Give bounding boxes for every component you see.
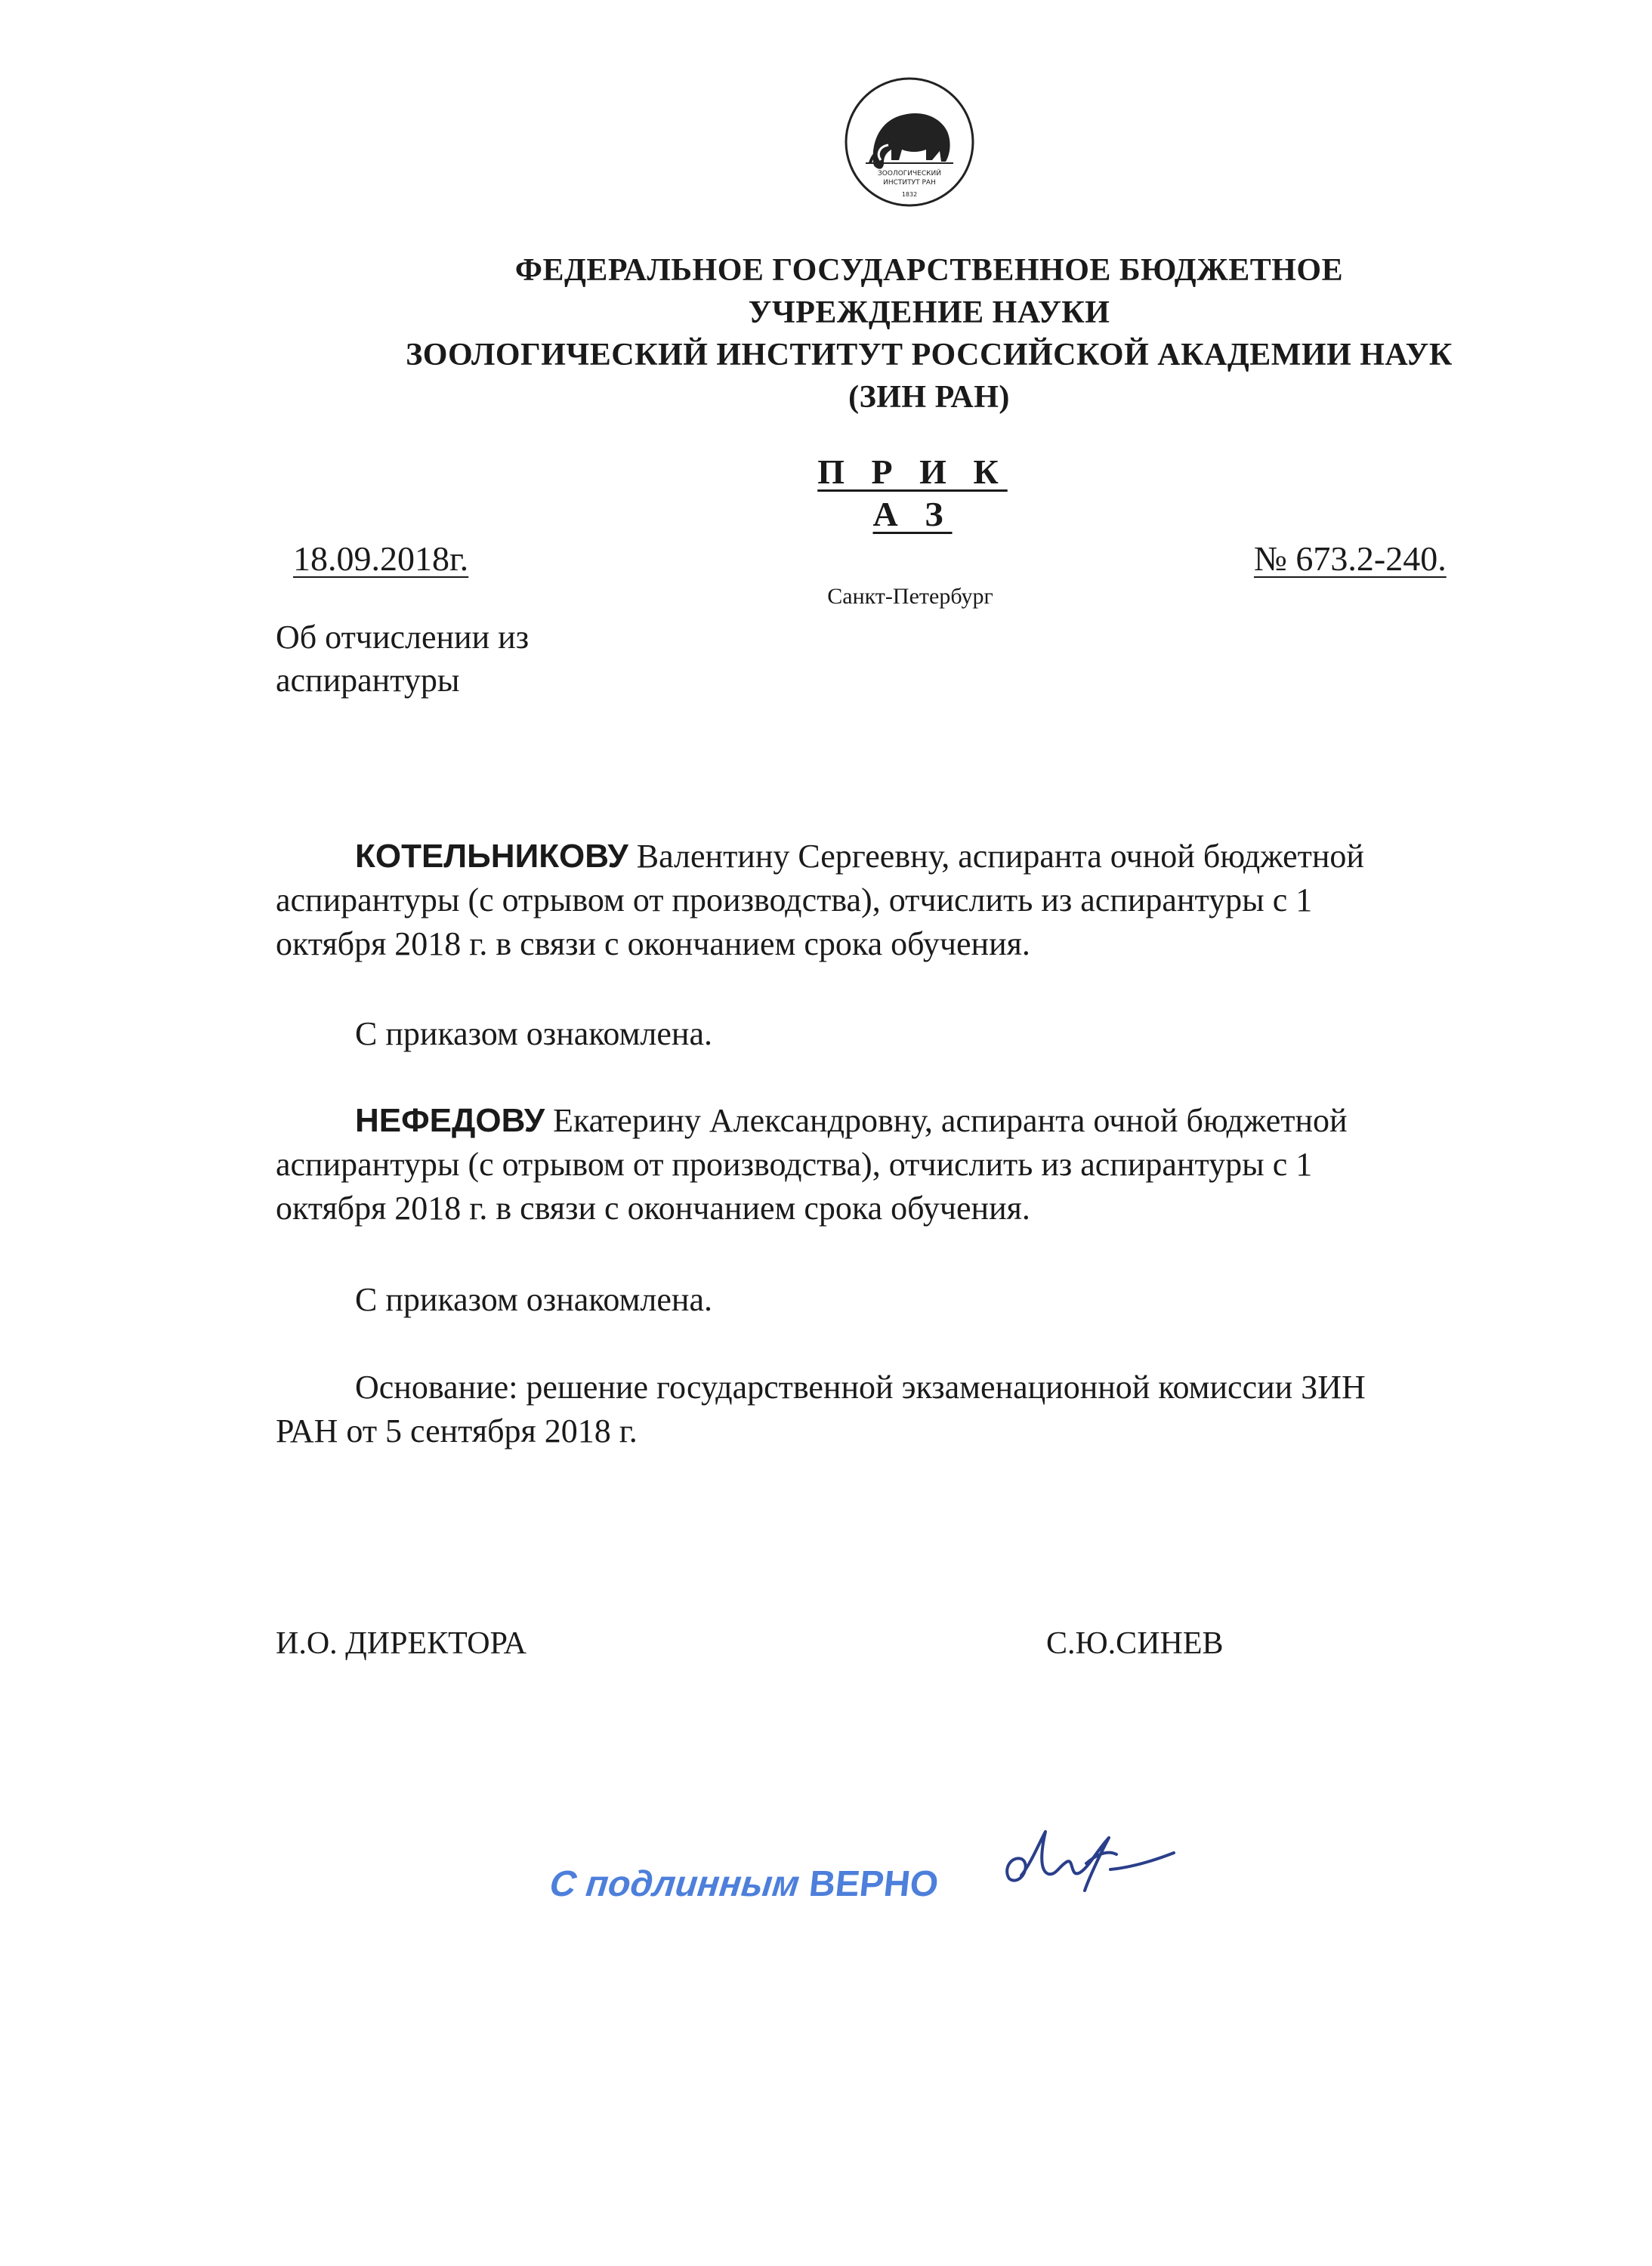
stamp-lead-text: С подлинным <box>548 1864 801 1904</box>
org-line: УЧРЕЖДЕНИЕ НАУКИ <box>748 295 1110 330</box>
entry-text: Валентину Сергеевну, аспиранта очной бюджетной <box>628 838 1364 875</box>
entry-text: аспирантуры (с отрывом от производства), отчислить из аспирантуры с 1 <box>276 881 1313 918</box>
entry-surname: КОТЕЛЬНИКОВУ <box>355 838 628 875</box>
institute-logo <box>843 76 976 208</box>
subject-line: аспирантуры <box>276 662 460 699</box>
entry-surname: НЕФЕДОВУ <box>355 1102 545 1139</box>
document-type-title: П Р И К А З <box>817 452 1008 533</box>
org-line: ФЕДЕРАЛЬНОЕ ГОСУДАРСТВЕННОЕ БЮДЖЕТНОЕ <box>514 253 1344 288</box>
org-line: (ЗИН РАН) <box>848 380 1010 415</box>
document-city: Санкт-Петербург <box>827 584 993 609</box>
order-entry-1 <box>276 835 1545 966</box>
subject-line: Об отчислении из <box>276 619 530 656</box>
order-basis: Основание: решение государственной экзаменационной комиссии ЗИН РАН от 5 сентября 2018 г. <box>276 1369 1366 1449</box>
entry-text: Екатерину Александровну, аспиранта очной бюджетной <box>545 1102 1348 1139</box>
organization-header <box>227 249 1632 418</box>
entry-text: октября 2018 г. в связи с окончанием срока обучения. <box>276 1190 1030 1227</box>
signature-scribble-icon <box>996 1809 1192 1907</box>
document-number: № 673.2-240. <box>1254 539 1447 578</box>
certification-stamp <box>548 1862 940 1907</box>
org-line: ЗООЛОГИЧЕСКИЙ ИНСТИТУТ РОССИЙСКОЙ АКАДЕМИИ НАУК <box>406 338 1453 372</box>
acknowledgement-1: С приказом ознакомлена. <box>355 1015 712 1052</box>
svg-text:ИНСТИТУТ РАН: ИНСТИТУТ РАН <box>883 179 936 187</box>
stamp-main-text: ВЕРНО <box>807 1864 940 1904</box>
zin-ran-mammoth-seal-icon <box>843 76 976 208</box>
acknowledgement-2: С приказом ознакомлена. <box>355 1281 712 1318</box>
order-entry-2 <box>276 1099 1545 1230</box>
entry-text: аспирантуры (с отрывом от производства), отчислить из аспирантуры с 1 <box>276 1146 1313 1183</box>
document-date: 18.09.2018г. <box>293 539 469 578</box>
handwritten-signature <box>996 1809 1192 1907</box>
document-subject <box>276 616 623 702</box>
svg-text:1832: 1832 <box>901 191 918 198</box>
signatory-title: И.О. ДИРЕКТОРА <box>276 1626 526 1661</box>
signatory-name: С.Ю.СИНЕВ <box>1046 1626 1224 1661</box>
entry-text: октября 2018 г. в связи с окончанием срока обучения. <box>276 925 1030 962</box>
svg-text:ЗООЛОГИЧЕСКИЙ: ЗООЛОГИЧЕСКИЙ <box>877 170 942 178</box>
